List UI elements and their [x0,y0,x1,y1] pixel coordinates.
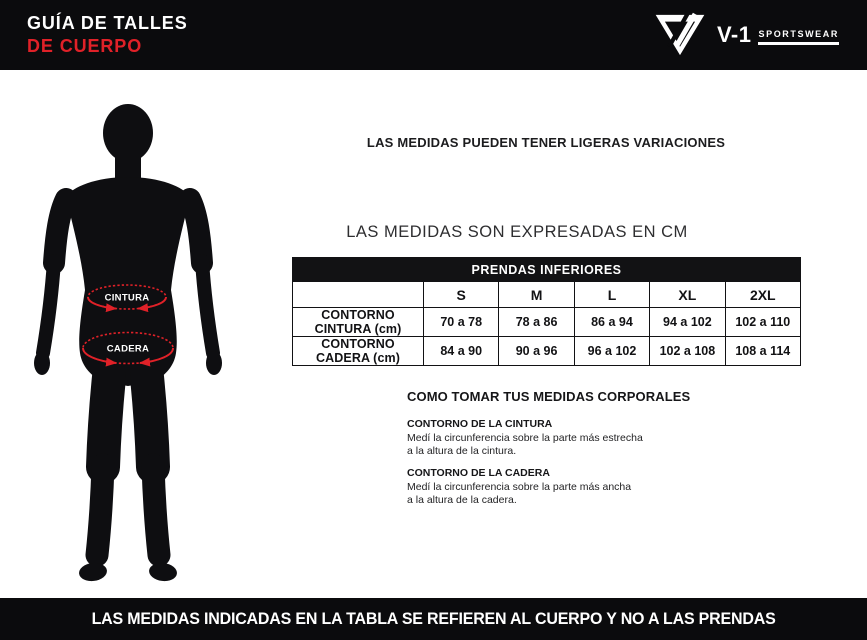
hip-l: 96 a 102 [574,337,649,366]
table-header-row [293,282,801,308]
table-row-waist [293,308,801,337]
table-title: PRENDAS INFERIORES [293,258,801,282]
footer-bar [0,598,867,640]
instruction-waist-line2: a la altura de la cintura. [407,444,517,457]
body-silhouette [30,95,230,590]
waist-l: 86 a 94 [574,308,649,337]
brand-subtitle: SPORTSWEAR [758,29,839,45]
waist-label: CINTURA [104,292,150,304]
instruction-hip-text [407,481,807,506]
col-header-xl: XL [650,282,725,308]
waist-xl: 94 a 102 [650,308,725,337]
hip-s: 84 a 90 [424,337,499,366]
instruction-waist-title: CONTORNO DE LA CINTURA [407,418,553,430]
waist-m: 78 a 86 [499,308,574,337]
v1-triangle-logo-icon [654,11,706,59]
page-title: GUÍA DE TALLES [27,13,188,33]
hip-xl: 102 a 108 [650,337,725,366]
col-header-m: M [499,282,574,308]
brand-name: V-1 [716,22,752,47]
hip-m: 90 a 96 [499,337,574,366]
instruction-waist-line1: Medí la circunferencia sobre la parte más estrecha [407,432,643,444]
measuring-instructions [407,389,807,516]
instruction-hip-line2: a la altura de la cadera. [407,493,517,506]
instruction-waist [407,418,807,457]
header-bar [0,0,867,70]
waist-2xl: 102 a 110 [725,308,800,337]
col-header-2xl: 2XL [725,282,800,308]
row-label-waist: CONTORNO CINTURA (cm) [293,308,424,337]
page-subtitle: DE CUERPO [27,36,143,56]
instruction-hip-title: CONTORNO DE LA CADERA [407,467,550,480]
page-title-block [27,12,188,58]
note-variations: LAS MEDIDAS PUEDEN TENER LIGERAS VARIACIONES [366,135,726,150]
col-header-s: S [424,282,499,308]
instruction-waist-text [407,432,807,457]
table-title-row [293,258,801,282]
note-units: LAS MEDIDAS SON EXPRESADAS EN CM [346,223,688,241]
size-table [292,257,801,366]
instruction-hip [407,467,807,506]
table-row-hip [293,337,801,366]
row-label-hip: CONTORNO CADERA (cm) [293,337,424,366]
waist-s: 70 a 78 [424,308,499,337]
instructions-heading: COMO TOMAR TUS MEDIDAS CORPORALES [407,389,691,404]
instruction-hip-line1: Medí la circunferencia sobre la parte más ancha [407,481,632,494]
footer-text: LAS MEDIDAS INDICADAS EN LA TABLA SE REFIEREN AL CUERPO Y NO A LAS PRENDAS [91,609,776,628]
col-header-l: L [574,282,649,308]
hip-label: CADERA [106,343,150,355]
hip-2xl: 108 a 114 [725,337,800,366]
empty-corner-cell [293,282,424,308]
brand-logo [654,11,839,59]
